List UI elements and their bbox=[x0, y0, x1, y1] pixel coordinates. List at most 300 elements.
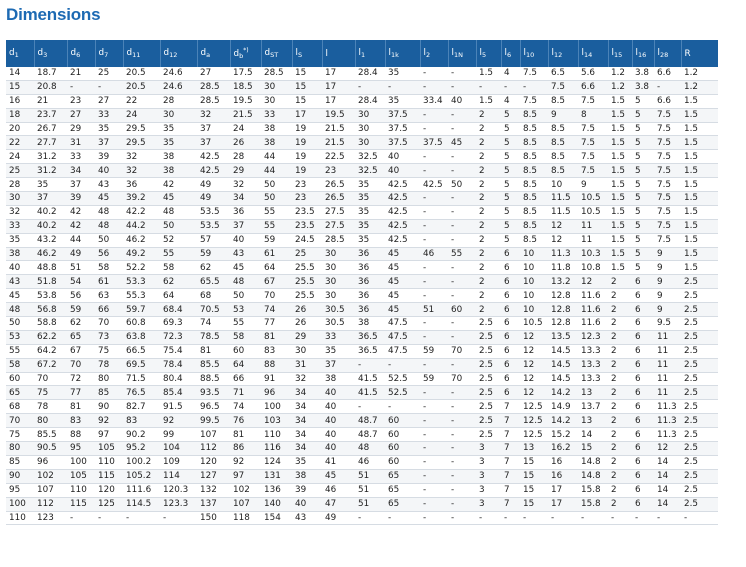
table-cell: 80.4 bbox=[160, 372, 197, 386]
table-cell: - bbox=[385, 80, 420, 94]
table-cell: 11 bbox=[654, 330, 681, 344]
table-cell: 81 bbox=[230, 428, 261, 442]
table-row bbox=[6, 303, 718, 317]
table-cell: 45 bbox=[385, 289, 420, 303]
table-cell: 28 bbox=[6, 178, 34, 192]
column-header-symbol: d bbox=[9, 48, 15, 58]
table-cell: 100 bbox=[261, 400, 292, 414]
column-header-symbol: d bbox=[98, 48, 105, 58]
table-cell: 30 bbox=[355, 122, 385, 136]
table-cell: 12.5 bbox=[520, 414, 548, 428]
table-cell: 6 bbox=[632, 428, 654, 442]
table-cell: 30 bbox=[261, 94, 292, 108]
table-cell: 55 bbox=[261, 219, 292, 233]
table-cell: 11.3 bbox=[654, 400, 681, 414]
table-cell: 105 bbox=[95, 442, 123, 456]
table-cell: 33 bbox=[95, 108, 123, 122]
table-cell: 14.9 bbox=[548, 400, 578, 414]
table-cell: 46 bbox=[355, 455, 385, 469]
table-cell: 5 bbox=[632, 192, 654, 206]
table-cell: 12.8 bbox=[548, 303, 578, 317]
table-cell: 33 bbox=[67, 150, 95, 164]
table-cell: 49 bbox=[197, 192, 230, 206]
table-cell: 7 bbox=[501, 428, 520, 442]
table-cell: 38 bbox=[261, 122, 292, 136]
column-header-symbol: l bbox=[581, 48, 584, 58]
table-cell: 1.5 bbox=[681, 136, 718, 150]
table-cell: 85 bbox=[6, 455, 34, 469]
dimensions-table bbox=[6, 40, 718, 525]
table-cell: 1.5 bbox=[608, 219, 632, 233]
table-cell: 22.5 bbox=[322, 150, 355, 164]
table-cell: 17 bbox=[292, 108, 322, 122]
table-cell: - bbox=[420, 205, 448, 219]
table-cell: 26.7 bbox=[34, 122, 67, 136]
table-cell: 66 bbox=[95, 303, 123, 317]
table-cell: 16.2 bbox=[548, 442, 578, 456]
table-cell: 6 bbox=[632, 289, 654, 303]
table-cell: 12 bbox=[520, 344, 548, 358]
table-cell: 24.6 bbox=[160, 67, 197, 80]
table-cell: 88 bbox=[67, 428, 95, 442]
table-cell: 65 bbox=[385, 483, 420, 497]
table-cell: 96 bbox=[261, 386, 292, 400]
table-cell: - bbox=[476, 80, 501, 94]
table-cell: 90.2 bbox=[123, 428, 160, 442]
table-cell: 53.5 bbox=[197, 219, 230, 233]
table-row bbox=[6, 192, 718, 206]
table-cell: 2 bbox=[608, 442, 632, 456]
table-cell: 18 bbox=[6, 108, 34, 122]
table-cell: 114.5 bbox=[123, 497, 160, 511]
table-cell: 8.5 bbox=[520, 150, 548, 164]
table-cell: 44.2 bbox=[123, 219, 160, 233]
page-title: Dimensions bbox=[6, 5, 101, 24]
table-cell: - bbox=[95, 511, 123, 525]
table-cell: 43 bbox=[292, 511, 322, 525]
column-header-symbol: d bbox=[233, 48, 240, 59]
table-cell: 37 bbox=[197, 136, 230, 150]
table-cell: 68.4 bbox=[160, 303, 197, 317]
table-cell: 2.5 bbox=[681, 469, 718, 483]
table-cell: 28.4 bbox=[355, 67, 385, 80]
table-cell: 22 bbox=[6, 136, 34, 150]
table-cell: 49 bbox=[197, 178, 230, 192]
table-cell: 55 bbox=[448, 247, 476, 261]
table-cell: 51 bbox=[355, 469, 385, 483]
table-cell: - bbox=[448, 386, 476, 400]
table-cell: 2.5 bbox=[476, 414, 501, 428]
table-cell: 23 bbox=[292, 178, 322, 192]
table-cell: - bbox=[448, 192, 476, 206]
table-cell: 96.5 bbox=[197, 400, 230, 414]
table-cell: 48 bbox=[160, 205, 197, 219]
table-cell: 2 bbox=[476, 275, 501, 289]
table-cell: 40 bbox=[292, 497, 322, 511]
table-cell: 1.5 bbox=[476, 94, 501, 108]
table-cell: 2 bbox=[608, 414, 632, 428]
table-cell: 27.7 bbox=[34, 136, 67, 150]
table-cell: 45 bbox=[448, 136, 476, 150]
table-cell: 40 bbox=[322, 428, 355, 442]
table-cell: 13.2 bbox=[548, 275, 578, 289]
table-cell: 6 bbox=[632, 483, 654, 497]
table-cell: 55 bbox=[160, 247, 197, 261]
table-cell: - bbox=[355, 400, 385, 414]
table-cell: 60 bbox=[385, 455, 420, 469]
table-row bbox=[6, 94, 718, 108]
column-header-symbol: d bbox=[126, 48, 133, 58]
table-cell: 65 bbox=[6, 386, 34, 400]
table-cell: 12.5 bbox=[520, 428, 548, 442]
table-cell: - bbox=[420, 122, 448, 136]
table-cell: 6 bbox=[632, 442, 654, 456]
table-cell: 66.5 bbox=[123, 344, 160, 358]
table-cell: 12 bbox=[578, 275, 608, 289]
table-cell: 29.5 bbox=[123, 122, 160, 136]
table-cell: 43.2 bbox=[34, 233, 67, 247]
table-cell: 2 bbox=[476, 122, 501, 136]
table-cell: 17 bbox=[548, 497, 578, 511]
table-cell: 59 bbox=[420, 372, 448, 386]
table-cell: 1.5 bbox=[681, 164, 718, 178]
table-row bbox=[6, 261, 718, 275]
table-cell: 46.2 bbox=[123, 233, 160, 247]
table-cell: - bbox=[420, 192, 448, 206]
table-cell: 49.2 bbox=[123, 247, 160, 261]
table-cell: 6 bbox=[501, 358, 520, 372]
table-cell: 30 bbox=[322, 261, 355, 275]
table-cell: 26 bbox=[292, 303, 322, 317]
column-header bbox=[355, 40, 385, 67]
table-cell: 70 bbox=[261, 289, 292, 303]
column-header-symbol: R bbox=[684, 48, 691, 59]
table-cell: 23 bbox=[292, 192, 322, 206]
table-cell: 13.3 bbox=[578, 358, 608, 372]
table-cell: 7.5 bbox=[654, 178, 681, 192]
column-header-subscript: 6 bbox=[506, 51, 512, 59]
table-cell: 5 bbox=[632, 136, 654, 150]
table-cell: 58.8 bbox=[34, 317, 67, 331]
table-cell: 5 bbox=[632, 150, 654, 164]
table-cell: 45 bbox=[385, 275, 420, 289]
table-cell: 34 bbox=[292, 442, 322, 456]
table-cell: - bbox=[355, 511, 385, 525]
table-cell: 42.5 bbox=[420, 178, 448, 192]
table-cell: 43 bbox=[230, 247, 261, 261]
column-header-symbol: l bbox=[635, 48, 638, 58]
table-cell: 80 bbox=[6, 442, 34, 456]
table-cell: 95 bbox=[6, 483, 34, 497]
table-cell: 59 bbox=[420, 344, 448, 358]
table-cell: 7.5 bbox=[520, 67, 548, 80]
column-header-symbol: l bbox=[479, 48, 482, 58]
table-cell: 38 bbox=[355, 317, 385, 331]
table-cell: 30 bbox=[292, 344, 322, 358]
table-cell: 2 bbox=[476, 219, 501, 233]
table-cell: 58 bbox=[95, 261, 123, 275]
table-cell: 26 bbox=[292, 317, 322, 331]
table-cell: 45 bbox=[95, 192, 123, 206]
table-cell: 60 bbox=[230, 344, 261, 358]
table-cell: 74 bbox=[230, 400, 261, 414]
table-cell: - bbox=[448, 80, 476, 94]
table-cell: 37 bbox=[230, 219, 261, 233]
table-cell: 2 bbox=[608, 317, 632, 331]
table-cell: 80 bbox=[34, 414, 67, 428]
table-cell: 9 bbox=[654, 303, 681, 317]
table-cell: 3 bbox=[476, 442, 501, 456]
table-cell: 71 bbox=[230, 386, 261, 400]
table-cell: 6 bbox=[632, 344, 654, 358]
table-cell: 23.5 bbox=[292, 205, 322, 219]
table-cell: 107 bbox=[34, 483, 67, 497]
table-cell: 75 bbox=[6, 428, 34, 442]
table-cell: 40 bbox=[230, 233, 261, 247]
table-cell: 45 bbox=[385, 247, 420, 261]
table-cell: 5 bbox=[632, 261, 654, 275]
table-cell: 60 bbox=[385, 414, 420, 428]
table-cell: 2 bbox=[608, 483, 632, 497]
table-cell: 46 bbox=[420, 247, 448, 261]
table-cell: 36.5 bbox=[355, 330, 385, 344]
table-cell: 64 bbox=[230, 358, 261, 372]
table-cell: 20.5 bbox=[123, 67, 160, 80]
table-cell: 39 bbox=[67, 192, 95, 206]
table-row bbox=[6, 178, 718, 192]
table-cell: 8.5 bbox=[520, 108, 548, 122]
table-cell: 5 bbox=[501, 136, 520, 150]
table-cell: 16 bbox=[6, 94, 34, 108]
table-cell: 9 bbox=[578, 178, 608, 192]
table-cell: 6 bbox=[501, 372, 520, 386]
table-cell: - bbox=[448, 442, 476, 456]
table-cell: 19 bbox=[292, 150, 322, 164]
column-header-subscript: 7 bbox=[104, 51, 109, 59]
table-cell: 6 bbox=[632, 414, 654, 428]
table-cell: 51 bbox=[355, 483, 385, 497]
table-cell: 11 bbox=[654, 344, 681, 358]
table-cell: 11 bbox=[578, 219, 608, 233]
table-cell: 83 bbox=[67, 414, 95, 428]
table-cell: 49 bbox=[67, 247, 95, 261]
table-cell: 7.5 bbox=[654, 192, 681, 206]
table-cell: 53.3 bbox=[123, 275, 160, 289]
table-cell: 24.5 bbox=[292, 233, 322, 247]
table-cell: 8.5 bbox=[548, 94, 578, 108]
table-cell: 6 bbox=[501, 261, 520, 275]
table-cell: - bbox=[420, 330, 448, 344]
table-cell: 7.5 bbox=[654, 136, 681, 150]
table-cell: 47 bbox=[322, 497, 355, 511]
table-row bbox=[6, 205, 718, 219]
table-cell: 10 bbox=[548, 178, 578, 192]
table-cell: 13.3 bbox=[578, 344, 608, 358]
column-header bbox=[34, 40, 67, 67]
table-cell: 10 bbox=[520, 303, 548, 317]
table-cell: 97 bbox=[230, 469, 261, 483]
table-cell: 15.8 bbox=[578, 483, 608, 497]
table-cell: - bbox=[420, 497, 448, 511]
table-cell: 17 bbox=[322, 67, 355, 80]
table-cell: 10.3 bbox=[578, 247, 608, 261]
table-cell: 72 bbox=[67, 372, 95, 386]
table-cell: 1.5 bbox=[681, 205, 718, 219]
table-cell: 120 bbox=[197, 455, 230, 469]
table-cell: - bbox=[420, 233, 448, 247]
table-cell: 30 bbox=[355, 136, 385, 150]
table-row bbox=[6, 497, 718, 511]
table-cell: - bbox=[448, 261, 476, 275]
table-cell: 2.5 bbox=[681, 372, 718, 386]
table-cell: 5 bbox=[632, 233, 654, 247]
table-cell: 30 bbox=[322, 247, 355, 261]
table-cell: 72.3 bbox=[160, 330, 197, 344]
table-cell: 2 bbox=[608, 400, 632, 414]
table-cell: - bbox=[448, 122, 476, 136]
table-cell: 56 bbox=[67, 289, 95, 303]
table-cell: 118 bbox=[230, 511, 261, 525]
table-cell: 6.5 bbox=[548, 67, 578, 80]
table-cell: 6 bbox=[501, 330, 520, 344]
table-cell: 19.5 bbox=[230, 94, 261, 108]
table-row bbox=[6, 344, 718, 358]
table-cell: 30 bbox=[322, 289, 355, 303]
table-cell: 6 bbox=[501, 344, 520, 358]
table-cell: 59 bbox=[261, 233, 292, 247]
column-header bbox=[230, 40, 261, 67]
table-cell: 19 bbox=[292, 136, 322, 150]
table-cell: 65.5 bbox=[197, 275, 230, 289]
table-cell: 62 bbox=[160, 275, 197, 289]
table-body bbox=[6, 67, 718, 525]
table-cell: 12.8 bbox=[548, 289, 578, 303]
table-cell: 8.5 bbox=[520, 192, 548, 206]
table-cell: 33 bbox=[261, 108, 292, 122]
table-cell: 99.5 bbox=[197, 414, 230, 428]
table-cell: 25 bbox=[6, 164, 34, 178]
table-cell: 57 bbox=[197, 233, 230, 247]
table-cell: 64 bbox=[160, 289, 197, 303]
table-cell: 50 bbox=[95, 233, 123, 247]
table-cell: 29 bbox=[292, 330, 322, 344]
table-cell: 14.2 bbox=[548, 386, 578, 400]
table-cell: - bbox=[501, 80, 520, 94]
table-cell: 2 bbox=[608, 330, 632, 344]
table-cell: 30 bbox=[261, 80, 292, 94]
table-cell: 40 bbox=[322, 400, 355, 414]
table-cell: 7.5 bbox=[654, 233, 681, 247]
table-cell: 5 bbox=[632, 178, 654, 192]
table-row bbox=[6, 511, 718, 525]
table-cell: 2.5 bbox=[476, 358, 501, 372]
column-header bbox=[420, 40, 448, 67]
table-cell: 2.5 bbox=[681, 497, 718, 511]
table-cell: 48 bbox=[95, 205, 123, 219]
column-header-subscript: S bbox=[297, 51, 303, 59]
table-cell: 65 bbox=[385, 469, 420, 483]
table-cell: - bbox=[448, 164, 476, 178]
table-cell: 1.2 bbox=[608, 80, 632, 94]
table-cell: 2 bbox=[608, 303, 632, 317]
table-cell: 1.2 bbox=[681, 67, 718, 80]
table-cell: 60 bbox=[385, 428, 420, 442]
table-cell: 85.4 bbox=[160, 386, 197, 400]
table-cell: - bbox=[448, 400, 476, 414]
table-cell: 11.3 bbox=[548, 247, 578, 261]
column-header bbox=[608, 40, 632, 67]
table-cell: 127 bbox=[197, 469, 230, 483]
table-cell: 95 bbox=[67, 442, 95, 456]
table-cell: 39 bbox=[95, 150, 123, 164]
table-cell: 29 bbox=[67, 122, 95, 136]
table-cell: 23 bbox=[67, 94, 95, 108]
table-cell: 36 bbox=[355, 247, 385, 261]
table-cell: 1.2 bbox=[608, 67, 632, 80]
table-cell: 48 bbox=[230, 275, 261, 289]
table-cell: 39 bbox=[292, 483, 322, 497]
table-cell: 55 bbox=[230, 317, 261, 331]
table-cell: - bbox=[448, 358, 476, 372]
table-cell: 61 bbox=[95, 275, 123, 289]
table-cell: 62.2 bbox=[34, 330, 67, 344]
column-header bbox=[160, 40, 197, 67]
table-cell: 11 bbox=[578, 233, 608, 247]
table-cell: 110 bbox=[95, 455, 123, 469]
table-cell: 56.8 bbox=[34, 303, 67, 317]
table-cell: 25 bbox=[292, 247, 322, 261]
table-row bbox=[6, 428, 718, 442]
table-cell: 38 bbox=[160, 164, 197, 178]
table-row bbox=[6, 247, 718, 261]
table-cell: - bbox=[578, 511, 608, 525]
table-cell: 46.2 bbox=[34, 247, 67, 261]
table-row bbox=[6, 67, 718, 80]
table-cell: 6 bbox=[501, 317, 520, 331]
table-cell: 2.5 bbox=[476, 330, 501, 344]
table-cell: 32 bbox=[6, 205, 34, 219]
table-cell: 14.2 bbox=[548, 414, 578, 428]
table-cell: 70 bbox=[448, 372, 476, 386]
table-cell: 35 bbox=[160, 122, 197, 136]
table-cell: 32 bbox=[230, 178, 261, 192]
column-header-symbol: l bbox=[611, 48, 614, 58]
table-cell: - bbox=[420, 289, 448, 303]
table-cell: 48 bbox=[355, 442, 385, 456]
table-cell: 9 bbox=[654, 247, 681, 261]
table-cell: 45 bbox=[385, 303, 420, 317]
table-cell: 58 bbox=[160, 261, 197, 275]
table-cell: - bbox=[448, 414, 476, 428]
table-cell: 14 bbox=[654, 483, 681, 497]
table-cell: 15 bbox=[520, 455, 548, 469]
table-cell: 30 bbox=[160, 108, 197, 122]
table-cell: 21.5 bbox=[230, 108, 261, 122]
table-cell: - bbox=[160, 511, 197, 525]
table-cell: 40.2 bbox=[34, 205, 67, 219]
table-cell: 4 bbox=[501, 94, 520, 108]
table-cell: 31.2 bbox=[34, 164, 67, 178]
table-cell: 38 bbox=[261, 136, 292, 150]
table-cell: 14.8 bbox=[578, 469, 608, 483]
table-cell: 11 bbox=[654, 358, 681, 372]
table-cell: 50 bbox=[448, 178, 476, 192]
table-cell: 85.5 bbox=[34, 428, 67, 442]
table-cell: - bbox=[448, 275, 476, 289]
table-cell: - bbox=[448, 497, 476, 511]
table-cell: 46 bbox=[322, 483, 355, 497]
table-cell: 36 bbox=[355, 289, 385, 303]
